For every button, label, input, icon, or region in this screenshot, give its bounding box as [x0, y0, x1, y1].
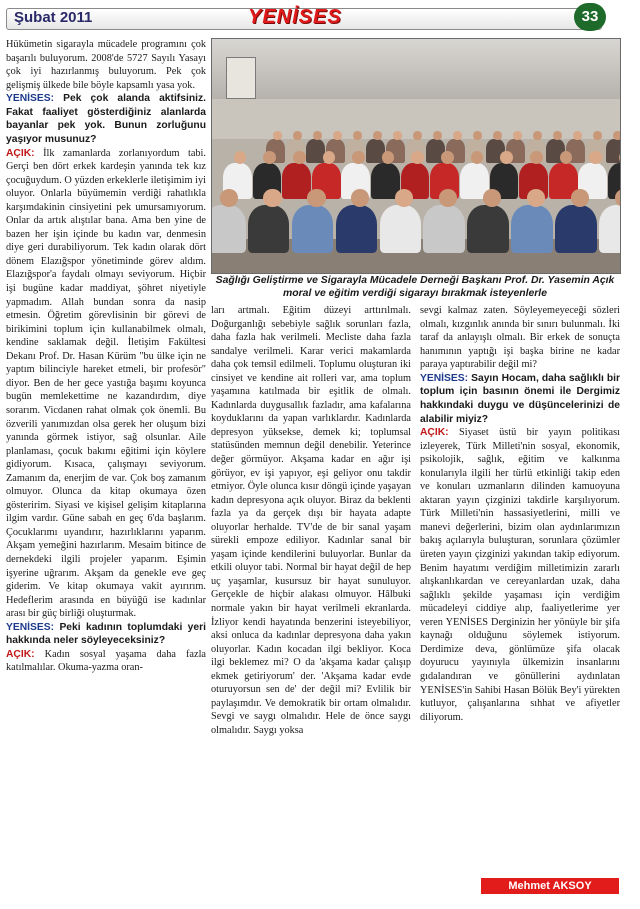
person-head	[571, 189, 589, 207]
answer-text: İlk zamanlarda zorlanıyordum tabi. Gerçi ben dört erkek kardeşin yanında tek kız çocuğuydum. O yüzden erkeklerle iletişimim iyi oluyor. Onlarla büyümemin verdiği rahatlıkla karşımdakinin cinsiyetini pek umursamıyorum. Onlar da artık alıştılar bana. Ama ben yine de bazen her işin içinde bu kadın var, denmesin diye geri durabiliyorum. Tek kadın olarak dört dönem Elazığspor yönetiminde görev aldım. Elazığspor'a faydalı olmayı seviyorum. Hiçbir işi bugüne kadar maddiyat, şöhret niyetiyle yapmadım. Allah bundan sonra da nasip etmesin. Öğretim görevlisinin bir görevi de birikimini toplum için kullanabilmek olmalı, kendine saklamak değil. İletişim Fakültesi Dekanı Prof. Dr. Hasan Kürüm "bu ülke için ne yaptım bilinciyle hareket etmeli, bir profesör" diyor. Ben de her gece yastığa başımı koyunca bugün memlekettime ne kazandırdım, diye sorarım. Vicdanen rahat olmak çok önemli. Bu özverili yanımızdan olsa gerek her oluşum bizi yanında görmek istiyor, sağ olsunlar. Aile planlaması, çocuk bakımı eğitimi için köylere gidiyorum. Kısaca, çalışmayı seviyorum. Zamanım da, enerjim de var. Çok boş zamanım olmuyor. Olunca da kitap okumaya özen gösteririm. Siyasi ve kişisel gelişim kitaplarına ilgim vardır. Güne sabah en geç 6'da başlarım. Çocuklarımı uyandırır, hazırlıklarını yaparım. Akşam yemeğini hazırlarım. Mesaim bitince de dernekdeki ilgili projeler yaparım. Eşimin işyerine uğrarım. Akşam da genekle eve geç giderim. Ve kitap okumaya vakit ayırırım. Hedeflerim arasında en büyüğü ise kadınlar arası bir güç birliği oluşturmak.	[6, 147, 206, 620]
person-head	[493, 131, 501, 140]
person-head	[373, 131, 381, 140]
person-head	[293, 131, 301, 140]
person-head	[593, 131, 601, 140]
person-head	[483, 189, 501, 207]
interview-question-2	[6, 621, 206, 648]
person-head	[573, 131, 581, 140]
person-head	[352, 151, 365, 164]
person-head	[313, 131, 321, 140]
question-label: YENİSES:	[420, 372, 469, 384]
wall-banner	[226, 57, 256, 99]
answer-label: AÇIK:	[6, 648, 35, 660]
person-head	[527, 189, 545, 207]
person-head	[234, 151, 247, 164]
person-head	[613, 131, 621, 140]
article-column-1	[6, 38, 206, 675]
question-text: Peki kadının toplumdaki yeri hakkında neler söyleyeceksiniz?	[6, 621, 206, 647]
interview-answer-2	[6, 648, 206, 675]
answer-text: Siyaset üstü bir yayın politikası izleyerek, Türk Milleti'nin sosyal, ekonomik, psikolojik, sağlık, eğitim ve kalkınma konularıyla ilgili her türlü etkinliği takip eden ve konuları uzmanların dilinden kamuoyuna aktaran yayın çizginizi takdirle karşılıyorum. Türk Milleti'nin hassasiyetlerini, milli ve manevi değerlerini, bizim olan aydınlarımızın bakış açılarıyla buluşturan, sorunlara çözümler üreten yayın çizginizi yakından takip ediyorum. Benim hayatımı verdiğim milletimizin zararlı alışkanlıkardan ve cereyanlardan uzak, daha sağlıklı şekilde yaşaması için verdiğim mücadeleyi ciddiye alıp, faaliyetlerime yer veren YENİSES Derginizin her yönüyle bir şifa kaynağı olduğunu söylemek istiyorum. Derdimize deva, gönlümüze şifa olacak doyurucu yayınıyla ülkemizin insanlarını gıdalandıran ve gönüllerini aydınlatan YENİSES'in Sahibi Hasan Bölük Bey'i yürekten kutluyor, çalışanlarına sıhhat ve afiyetler diliyorum.	[420, 427, 620, 723]
person-head	[273, 131, 281, 140]
question-label: YENİSES:	[6, 93, 55, 105]
column-3-intro: sevgi kalmaz zaten. Söyleyemeyeceği sözleri olmalı, kızgınlık anında bir sınırı bulunmalı. İki taraf da anlayışlı olmalı. Bir erkek de sonuçta hanımının yaptığı işi başka birine ne kadar paraya yaptırabilir değil mi?	[420, 305, 620, 371]
person-head	[473, 131, 481, 140]
person-figure	[423, 205, 465, 253]
group-photo	[211, 38, 621, 274]
interview-question-1	[6, 92, 206, 146]
person-head	[393, 131, 401, 140]
interview-answer-1	[6, 147, 206, 621]
answer-label: AÇIK:	[420, 427, 449, 439]
person-head	[500, 151, 513, 164]
person-head	[453, 131, 461, 140]
person-head	[533, 131, 541, 140]
page-number: 33	[574, 3, 606, 31]
person-figure	[599, 205, 621, 253]
magazine-masthead: YENİSES	[248, 6, 342, 28]
column-2-text: ları artmalı. Eğitim düzeyi arttırılmalı. Doğurganlığı sebebiyle sağlık sorunları fazla, daha fazla hak verilmeli. Mecliste daha fazla sandalye verilmeli. Karar verici makamlarda daha çok temsil edilmeli. Toplumu oluşturan iki cinsiyet ve kendine ait rolleri var, ama toplum yaşamına katılmada bir eşitlik de olmalı. Kadınlarda duygusallık fazladır, ama kafalarına koyduklarını da yapan varlıklardır. Kadınlarda depresyon yüksekse, demek ki; toplumsal statüsünden memnun değil denebilir. Yeterince değer görmüyor. Akşama kadar en ağır işi görüyor, ev işi yapıyor, eşi geliyor onu takdir etmiyor. Öyle olunca kısır döngü içinde yaşayan kadın depresyona açık oluyor. Biraz da beklenti fazla ya da gerçek dışı bir hayata adapte oluyorlar herhalde. TV'de de bir sanal yaşam sürekli empoze ediliyor. Kadınlar sanal bir yaşam içinde kendilerini buluyorlar. Bunlar da etkili oluyor tabi. Normal bir hayat değil de hep uç yaşamlar, kusursuz bir hayat sunuluyor. Gerçekle de hiçbir alakası olmuyor. Hâlbuki normale yakın bir hayat verilmeli ekranlarda. İzliyor kendi hayatında benzerini isteyebiliyor, aksi onluca da kadınlar depresyona daha yakın oluyorlar. Kadın kocadan ilgi bekliyor. Koca ilgi beklemez mi? O da 'akşama kadar çalışıp ekmek getiriyorum' der. 'Akşama kadar evde oturuyorsun sen de' der değil mi? Evlilik bir paylaşımdır. Ve demokratik bir ortam olmalıdır. Sevgi ve saygı olmalıdır. Hele de önce saygı olmalıdır. Saygı yoksa	[211, 305, 411, 736]
person-figure	[336, 205, 378, 253]
answer-text: Kadın sosyal yaşama daha fazla katılmalılar. Okuma-yazma oran-	[6, 648, 206, 674]
person-figure	[467, 205, 509, 253]
intro-paragraph: Hükümetin sigarayla mücadele programını çok başarılı buluyorum. 2008'de 5727 Sayılı Yasayı çok iyi hazırlanmış buluyorum. Pek çok gelişmiş ülkede bile böyle kapsamlı yasa yok.	[6, 39, 206, 91]
person-figure	[248, 205, 290, 253]
person-head	[439, 189, 457, 207]
person-head	[333, 131, 341, 140]
person-head	[441, 151, 454, 164]
person-figure	[555, 205, 597, 253]
person-figure	[292, 205, 334, 253]
interview-answer-3	[420, 426, 620, 724]
person-head	[553, 131, 561, 140]
question-label: YENİSES:	[6, 621, 55, 633]
person-figure	[211, 205, 246, 253]
person-head	[413, 131, 421, 140]
person-head	[433, 131, 441, 140]
person-head	[513, 131, 521, 140]
person-head	[530, 151, 543, 164]
person-head	[351, 189, 369, 207]
person-head	[263, 189, 281, 207]
issue-date: Şubat 2011	[14, 9, 93, 26]
page-header	[0, 0, 640, 34]
author-byline: Mehmet AKSOY	[481, 878, 619, 894]
photo-caption: Sağlığı Geliştirme ve Sigarayla Mücadele Derneği Başkanı Prof. Dr. Yasemin Açık moral ve eğitim verdiği sigarayı bırakmak isteyenlerle	[215, 275, 615, 299]
ceiling	[212, 39, 620, 99]
article-column-2	[211, 304, 411, 738]
answer-label: AÇIK:	[6, 147, 35, 159]
question-text: Pek çok alanda aktifsiniz. Fakat faaliyet gösterdiğiniz alanlarda bayanlar pek yok. Bunun zorluğunu yaşıyor musunuz?	[6, 93, 206, 145]
article-column-3	[420, 304, 620, 724]
question-text: Sayın Hocam, daha sağlıklı bir toplum için basının önemi ile Dergimiz hakkındaki duygu ve düşüncelerinizi de alabilir miyiz?	[420, 372, 620, 425]
person-head	[353, 131, 361, 140]
person-figure	[511, 205, 553, 253]
person-head	[307, 189, 325, 207]
person-head	[395, 189, 413, 207]
person-figure	[380, 205, 422, 253]
person-head	[589, 151, 602, 164]
person-head	[220, 189, 238, 207]
person-head	[293, 151, 306, 164]
interview-question-3	[420, 372, 620, 426]
